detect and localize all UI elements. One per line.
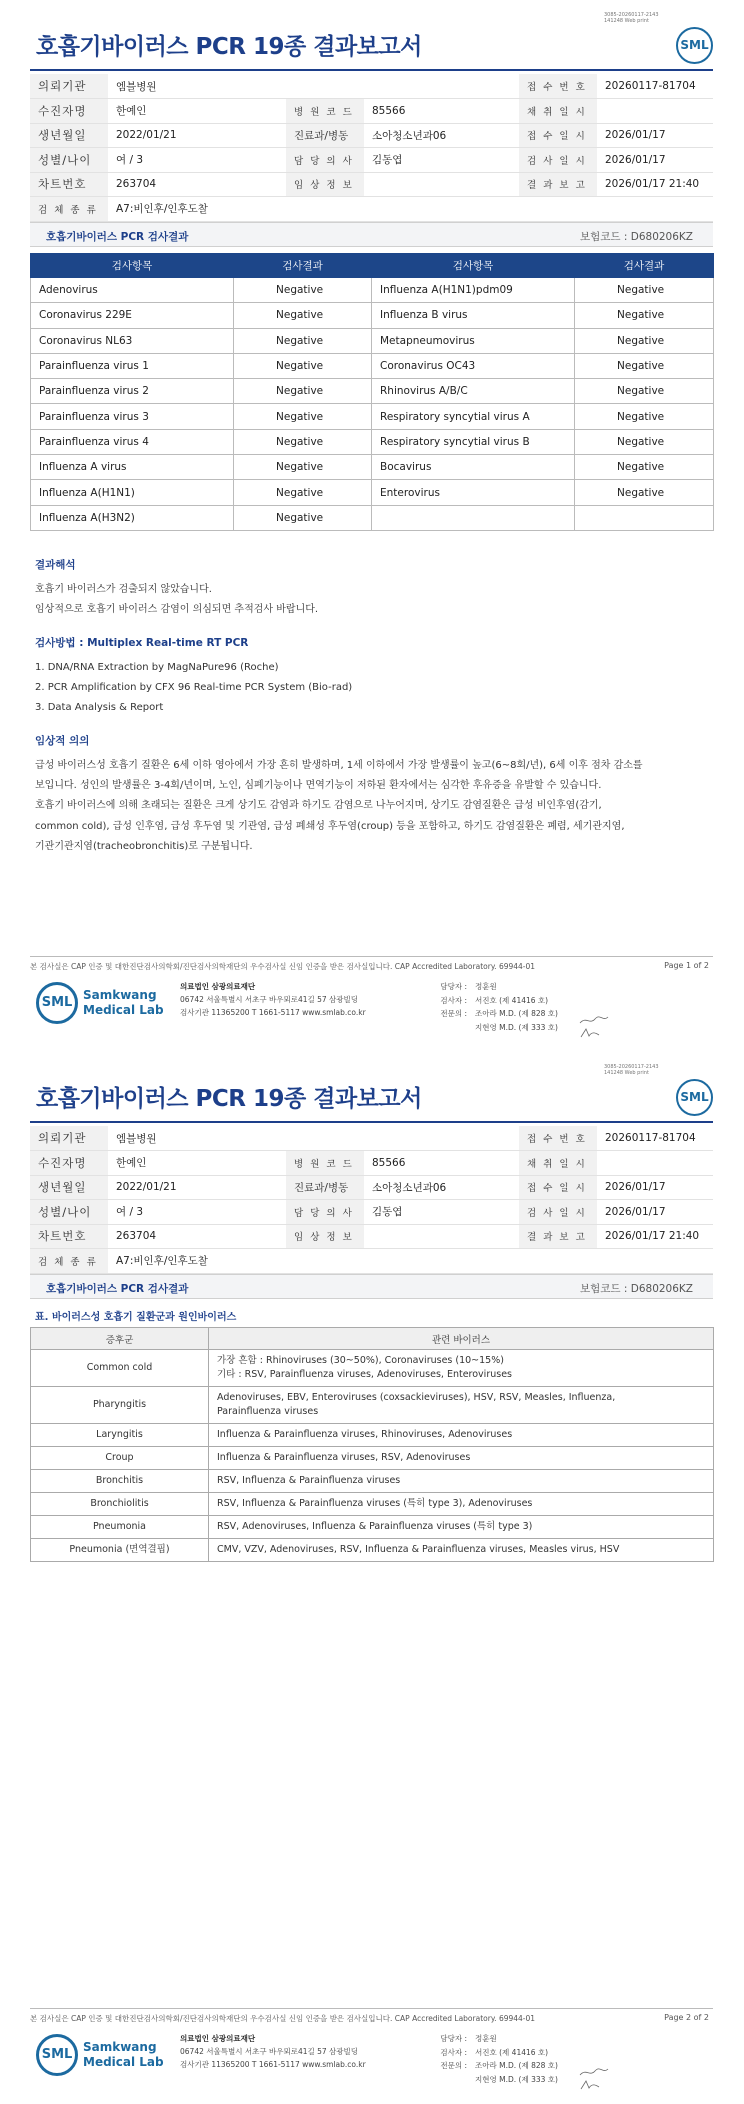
info-label: 검 체 종 류	[30, 1249, 108, 1274]
staff-row	[427, 2059, 558, 2073]
staff-name: 서진호 (제 41416 호)	[475, 995, 549, 1005]
info-empty	[364, 74, 519, 99]
test-result: Negative	[234, 303, 372, 328]
info-value: A7:비인후/인후도찰	[108, 1249, 713, 1274]
info-value: 2026/01/17	[597, 1200, 713, 1225]
info-empty	[286, 1126, 364, 1151]
institution-name: 의료법인 삼광의료재단	[180, 2034, 256, 2043]
result-header: 검사항목	[31, 254, 234, 278]
info-label: 성별/나이	[30, 148, 108, 173]
cause-row	[31, 1387, 714, 1424]
cert-text: 본 검사실은 CAP 인증 및 대한진단검사의학회/진단검사의학재단의 우수검사실 신임 인증을 받은 검사실입니다. CAP Accredited Laboratory. 69944-01	[30, 2014, 536, 2023]
clinical-line: 보입니다. 성인의 발생률은 3-4회/년이며, 노인, 심폐기능이나 면역기능이 저하된 환자에서는 심각한 후유증을 유발할 수 있습니다.	[35, 780, 602, 792]
info-label: 의뢰기관	[30, 1126, 108, 1151]
result-row	[31, 404, 714, 429]
clinical-line: 기관기관지염(tracheobronchitis)로 구분됩니다.	[35, 840, 253, 852]
info-row	[30, 1175, 713, 1200]
lab-logo-name: Samkwang Medical Lab	[83, 2040, 164, 2069]
test-result: Negative	[234, 429, 372, 454]
syndrome-name: Bronchitis	[31, 1470, 209, 1493]
staff-row	[427, 1021, 558, 1035]
test-item: Parainfluenza virus 2	[31, 379, 234, 404]
info-value: 여 / 3	[108, 1200, 286, 1225]
info-value: 85566	[364, 1151, 519, 1176]
test-item: Bocavirus	[372, 455, 575, 480]
info-label: 병 원 코 드	[286, 1151, 364, 1176]
section-title: 호흡기바이러스 PCR 검사결과	[46, 231, 189, 243]
clinical-section	[35, 733, 715, 857]
info-value: 소아청소년과06	[364, 123, 519, 148]
interpretation-line: 임상적으로 호흡기 바이러스 감염이 의심되면 추적검사 바랍니다.	[35, 604, 319, 615]
cause-table-title: 표. 바이러스성 호흡기 질환군과 원인바이러스	[35, 1312, 237, 1323]
institution-contact: 검사기관 11365200 T 1661-5117 www.smlab.co.kr	[180, 2060, 366, 2069]
method-line: 1. DNA/RNA Extraction by MagNaPure96 (Roche)	[35, 662, 279, 673]
info-label: 담 당 의 사	[286, 148, 364, 173]
report-title: 호흡기바이러스 PCR 19종 결과보고서	[36, 34, 422, 60]
institution-address: 06742 서울특별시 서초구 바우뫼로41길 57 삼광빌딩	[180, 995, 359, 1004]
info-value: 김동엽	[364, 148, 519, 173]
staff-name: 지현영 M.D. (제 333 호)	[475, 1022, 558, 1032]
institution-address: 06742 서울특별시 서초구 바우뫼로41길 57 삼광빌딩	[180, 2047, 359, 2056]
test-result: Negative	[234, 480, 372, 505]
test-item: Adenovirus	[31, 278, 234, 303]
staff-role	[427, 2073, 467, 2087]
info-value: A7:비인후/인후도찰	[108, 197, 713, 222]
info-value: 소아청소년과06	[364, 1175, 519, 1200]
section-title: 호흡기바이러스 PCR 검사결과	[46, 1283, 189, 1295]
info-label: 차트번호	[30, 1224, 108, 1249]
syndrome-name: Croup	[31, 1447, 209, 1470]
syndrome-name: Common cold	[31, 1350, 209, 1387]
test-item: Respiratory syncytial virus B	[372, 429, 575, 454]
test-item: Influenza A(H3N2)	[31, 505, 234, 530]
result-row	[31, 353, 714, 378]
virus-line: 가장 흔함 : Rhinoviruses (30~50%), Coronaviruses (10~15%)	[217, 1355, 504, 1366]
info-label: 검 체 종 류	[30, 197, 108, 222]
info-empty	[364, 1126, 519, 1151]
result-header-row	[31, 254, 714, 278]
cause-row	[31, 1516, 714, 1539]
cause-row	[31, 1539, 714, 1562]
info-row	[30, 1200, 713, 1225]
page-number: Page 1 of 2	[664, 961, 709, 970]
staff-role: 담당자 :	[440, 2034, 467, 2043]
related-viruses	[209, 1470, 714, 1493]
test-item	[372, 505, 575, 530]
test-item: Coronavirus OC43	[372, 353, 575, 378]
test-result: Negative	[575, 379, 714, 404]
info-label: 차트번호	[30, 172, 108, 197]
cause-header: 관련 바이러스	[209, 1328, 714, 1350]
info-value: 한예인	[108, 99, 286, 124]
result-row	[31, 303, 714, 328]
test-item: Respiratory syncytial virus A	[372, 404, 575, 429]
clinical-line: common cold), 급성 인후염, 급성 후두염 및 기관염, 급성 폐쇄성 후두염(croup) 등을 포함하고, 하기도 감염질환은 폐렴, 세기관지염,	[35, 820, 625, 832]
info-label: 생년월일	[30, 123, 108, 148]
result-row	[31, 278, 714, 303]
result-section-header	[30, 1274, 713, 1299]
lab-logo	[36, 2032, 164, 2076]
report-title: 호흡기바이러스 PCR 19종 결과보고서	[36, 1086, 422, 1112]
info-label: 임 상 정 보	[286, 1224, 364, 1249]
staff-row	[427, 994, 558, 1008]
test-item: Influenza A virus	[31, 455, 234, 480]
virus-line: RSV, Influenza & Parainfluenza viruses	[217, 1475, 401, 1486]
test-result: Negative	[234, 278, 372, 303]
method-line: 2. PCR Amplification by CFX 96 Real-time PCR System (Bio-rad)	[35, 682, 353, 693]
result-table	[30, 253, 714, 531]
info-value	[597, 1151, 713, 1176]
staff-role: 검사자 :	[440, 2047, 467, 2057]
staff-name: 서진호 (제 41416 호)	[475, 2047, 549, 2057]
staff-role: 전문의 :	[440, 2061, 467, 2070]
cause-row	[31, 1470, 714, 1493]
virus-line: Influenza & Parainfluenza viruses, Rhinoviruses, Adenoviruses	[217, 1429, 513, 1440]
info-label: 접 수 일 시	[519, 1175, 597, 1200]
test-item: Influenza A(H1N1)pdm09	[372, 278, 575, 303]
staff-row	[427, 980, 558, 994]
info-label: 접 수 일 시	[519, 123, 597, 148]
result-header: 검사결과	[234, 254, 372, 278]
institution-contact: 검사기관 11365200 T 1661-5117 www.smlab.co.kr	[180, 1008, 366, 1017]
info-label: 채 취 일 시	[519, 99, 597, 124]
info-row	[30, 172, 713, 197]
info-value: 2026/01/17	[597, 123, 713, 148]
lab-logo	[36, 980, 164, 1024]
info-label: 성별/나이	[30, 1200, 108, 1225]
syndrome-name: Pharyngitis	[31, 1387, 209, 1424]
cause-row	[31, 1424, 714, 1447]
staff-list	[427, 2032, 558, 2086]
staff-name: 조아라 M.D. (제 828 호)	[475, 2061, 558, 2070]
virus-line: Influenza & Parainfluenza viruses, RSV, Adenoviruses	[217, 1452, 471, 1463]
info-value: 여 / 3	[108, 148, 286, 173]
test-result: Negative	[575, 455, 714, 480]
related-viruses	[209, 1447, 714, 1470]
test-result	[575, 505, 714, 530]
result-row	[31, 455, 714, 480]
clinical-line: 급성 바이러스성 호흡기 질환은 6세 이하 영아에서 가장 흔히 발생하며, 1세 이하에서 가장 발생률이 높고(6~8회/년), 6세 이후 점차 감소를	[35, 760, 643, 771]
test-item: Influenza A(H1N1)	[31, 480, 234, 505]
cause-table	[30, 1327, 714, 1562]
interpretation-section	[35, 557, 715, 620]
info-row	[30, 123, 713, 148]
institution-info	[180, 2032, 366, 2071]
page-number: Page 2 of 2	[664, 2013, 709, 2022]
info-label: 검 사 일 시	[519, 148, 597, 173]
info-label: 결 과 보 고	[519, 1224, 597, 1249]
test-result: Negative	[234, 404, 372, 429]
lab-logo-name: Samkwang Medical Lab	[83, 988, 164, 1017]
staff-row	[427, 2032, 558, 2046]
info-label: 진료과/병동	[286, 123, 364, 148]
result-row	[31, 429, 714, 454]
syndrome-name: Laryngitis	[31, 1424, 209, 1447]
test-result: Negative	[575, 353, 714, 378]
footer-cert	[30, 956, 713, 972]
related-viruses	[209, 1387, 714, 1424]
info-label: 생년월일	[30, 1175, 108, 1200]
info-value: 2022/01/21	[108, 1175, 286, 1200]
title-divider	[30, 69, 713, 71]
sml-logo: SML	[676, 1079, 713, 1116]
info-value: 엠블병원	[108, 74, 286, 99]
signature-mark	[578, 2079, 602, 2091]
syndrome-name: Pneumonia	[31, 1516, 209, 1539]
info-label: 병 원 코 드	[286, 99, 364, 124]
info-value: 2022/01/21	[108, 123, 286, 148]
virus-line: RSV, Influenza & Parainfluenza viruses (특히 type 3), Adenoviruses	[217, 1498, 533, 1509]
test-result: Negative	[575, 404, 714, 429]
result-row	[31, 328, 714, 353]
test-result: Negative	[575, 303, 714, 328]
clinical-line: 호흡기 바이러스에 의해 초래되는 질환은 크게 상기도 감염과 하기도 감염으로 나누어지며, 상기도 감염질환은 급성 비인후염(감기,	[35, 800, 602, 812]
institution-name: 의료법인 삼광의료재단	[180, 982, 256, 991]
staff-row	[427, 1007, 558, 1021]
cause-row	[31, 1447, 714, 1470]
test-result: Negative	[234, 328, 372, 353]
info-empty	[286, 74, 364, 99]
virus-line: Parainfluenza viruses	[217, 1406, 319, 1417]
staff-name: 조아라 M.D. (제 828 호)	[475, 1009, 558, 1018]
test-result: Negative	[234, 455, 372, 480]
info-value: 2026/01/17 21:40	[597, 1224, 713, 1249]
info-row	[30, 74, 713, 99]
test-item: Enterovirus	[372, 480, 575, 505]
cert-text: 본 검사실은 CAP 인증 및 대한진단검사의학회/진단검사의학재단의 우수검사실 신임 인증을 받은 검사실입니다. CAP Accredited Laboratory. 69944-01	[30, 962, 536, 971]
cause-row	[31, 1493, 714, 1516]
info-value: 85566	[364, 99, 519, 124]
test-item: Parainfluenza virus 4	[31, 429, 234, 454]
virus-line: RSV, Adenoviruses, Influenza & Parainfluenza viruses (특히 type 3)	[217, 1521, 533, 1532]
info-row	[30, 148, 713, 173]
info-label: 수진자명	[30, 1151, 108, 1176]
lab-logo-mark: SML	[36, 2034, 78, 2076]
info-label: 결 과 보 고	[519, 172, 597, 197]
info-label: 임 상 정 보	[286, 172, 364, 197]
staff-name: 정훈원	[475, 982, 497, 991]
info-row	[30, 99, 713, 124]
info-value: 2026/01/17 21:40	[597, 172, 713, 197]
info-value: 김동엽	[364, 1200, 519, 1225]
cause-body	[31, 1350, 714, 1562]
info-label: 수진자명	[30, 99, 108, 124]
footer-cert	[30, 2008, 713, 2024]
info-value	[597, 99, 713, 124]
staff-row	[427, 2073, 558, 2087]
info-value: 한예인	[108, 1151, 286, 1176]
sml-logo: SML	[676, 27, 713, 64]
related-viruses	[209, 1350, 714, 1387]
info-value	[364, 172, 519, 197]
info-row	[30, 1151, 713, 1176]
signature-mark	[578, 1027, 602, 1039]
related-viruses	[209, 1516, 714, 1539]
info-value: 263704	[108, 1224, 286, 1249]
info-label: 채 취 일 시	[519, 1151, 597, 1176]
patient-info-table	[30, 74, 713, 222]
print-info: 3085-20260117-2143 141248 Web print	[604, 12, 659, 24]
test-result: Negative	[234, 379, 372, 404]
info-value: 2026/01/17	[597, 1175, 713, 1200]
info-label: 진료과/병동	[286, 1175, 364, 1200]
cause-header-row	[31, 1328, 714, 1350]
info-row	[30, 1224, 713, 1249]
test-item: Metapneumovirus	[372, 328, 575, 353]
test-result: Negative	[234, 505, 372, 530]
result-header: 검사항목	[372, 254, 575, 278]
related-viruses	[209, 1493, 714, 1516]
staff-name: 지현영 M.D. (제 333 호)	[475, 2074, 558, 2084]
virus-line: Adenoviruses, EBV, Enteroviruses (coxsackieviruses), HSV, RSV, Measles, Influenza,	[217, 1392, 616, 1403]
interpretation-line: 호흡기 바이러스가 검출되지 않았습니다.	[35, 584, 212, 595]
info-value: 2026/01/17	[597, 148, 713, 173]
test-item: Parainfluenza virus 3	[31, 404, 234, 429]
title-divider	[30, 1121, 713, 1123]
staff-name: 정훈원	[475, 2034, 497, 2043]
method-section	[35, 635, 715, 718]
info-label: 담 당 의 사	[286, 1200, 364, 1225]
info-row	[30, 1249, 713, 1274]
info-label: 접 수 번 호	[519, 74, 597, 99]
result-row	[31, 505, 714, 530]
test-item: Coronavirus NL63	[31, 328, 234, 353]
patient-info-table	[30, 1126, 713, 1274]
result-row	[31, 480, 714, 505]
staff-role	[427, 1021, 467, 1035]
result-body	[31, 278, 714, 531]
info-value: 20260117-81704	[597, 1126, 713, 1151]
test-result: Negative	[575, 328, 714, 353]
syndrome-name: Bronchiolitis	[31, 1493, 209, 1516]
staff-role: 전문의 :	[440, 1009, 467, 1018]
staff-role: 담당자 :	[440, 982, 467, 991]
info-label: 접 수 번 호	[519, 1126, 597, 1151]
test-item: Influenza B virus	[372, 303, 575, 328]
test-result: Negative	[234, 353, 372, 378]
staff-role: 검사자 :	[440, 995, 467, 1005]
result-row	[31, 379, 714, 404]
cause-row	[31, 1350, 714, 1387]
insurance-code: 보험코드 : D680206KZ	[579, 231, 693, 243]
related-viruses	[209, 1424, 714, 1447]
institution-info	[180, 980, 366, 1019]
virus-line: 기타 : RSV, Parainfluenza viruses, Adenoviruses, Enteroviruses	[217, 1369, 512, 1380]
method-line: 3. Data Analysis & Report	[35, 702, 164, 713]
info-value	[364, 1224, 519, 1249]
staff-list	[427, 980, 558, 1034]
interpretation-heading: 결과해석	[35, 559, 76, 571]
insurance-code: 보험코드 : D680206KZ	[579, 1283, 693, 1295]
result-header: 검사결과	[575, 254, 714, 278]
test-result: Negative	[575, 278, 714, 303]
signature-mark	[578, 2066, 610, 2078]
info-row	[30, 197, 713, 222]
info-label: 의뢰기관	[30, 74, 108, 99]
test-result: Negative	[575, 429, 714, 454]
virus-line: CMV, VZV, Adenoviruses, RSV, Influenza & Parainfluenza viruses, Measles virus, HSV	[217, 1544, 620, 1555]
info-value: 엠블병원	[108, 1126, 286, 1151]
clinical-heading: 임상적 의의	[35, 735, 90, 747]
report-page-2	[0, 1052, 744, 2104]
staff-row	[427, 2046, 558, 2060]
lab-logo-mark: SML	[36, 982, 78, 1024]
info-value: 263704	[108, 172, 286, 197]
test-item: Coronavirus 229E	[31, 303, 234, 328]
cause-header: 증후군	[31, 1328, 209, 1350]
info-row	[30, 1126, 713, 1151]
info-label: 검 사 일 시	[519, 1200, 597, 1225]
signature-mark	[578, 1014, 610, 1026]
print-info: 3085-20260117-2143 141248 Web print	[604, 1064, 659, 1076]
test-result: Negative	[575, 480, 714, 505]
test-item: Parainfluenza virus 1	[31, 353, 234, 378]
method-heading: 검사방법 : Multiplex Real-time RT PCR	[35, 637, 249, 649]
result-section-header	[30, 222, 713, 247]
related-viruses	[209, 1539, 714, 1562]
test-item: Rhinovirus A/B/C	[372, 379, 575, 404]
info-value: 20260117-81704	[597, 74, 713, 99]
syndrome-name: Pneumonia (면역결핍)	[31, 1539, 209, 1562]
